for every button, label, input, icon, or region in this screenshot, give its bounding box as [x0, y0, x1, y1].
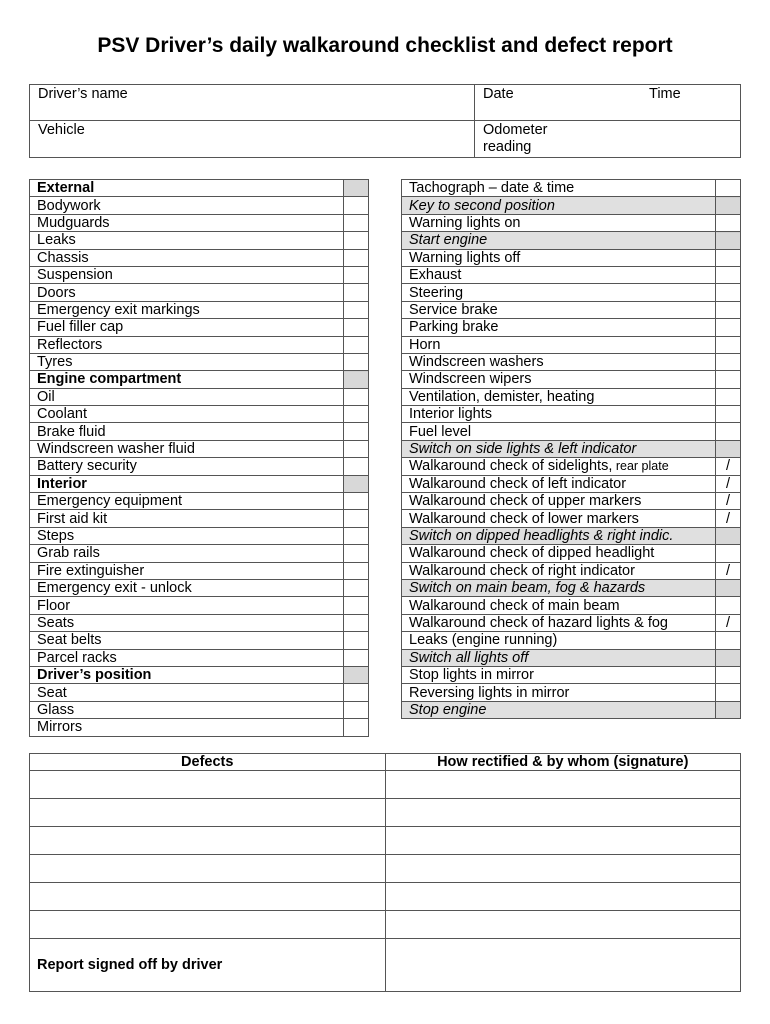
item-text-suffix: rear plate: [612, 459, 669, 474]
checklist-item-label: [30, 510, 344, 527]
defect-row: [30, 799, 741, 827]
checklist-row: [30, 336, 369, 353]
check-box[interactable]: [344, 701, 369, 718]
checklist-row: [402, 284, 741, 301]
checklist-item-label: [30, 232, 344, 249]
section-header: [30, 666, 344, 683]
item-text: Steering: [409, 284, 464, 301]
checklist-row: [402, 249, 741, 266]
item-text: Walkaround check of lower markers: [409, 510, 639, 527]
checklist-row: [402, 440, 741, 457]
checklist-row: [30, 423, 369, 440]
item-text: Emergency equipment: [37, 493, 183, 510]
checklist-item-label: [30, 632, 344, 649]
checklist-row: [30, 597, 369, 614]
item-text: Windscreen washer fluid: [37, 441, 195, 458]
slash-mark: /: [725, 562, 731, 579]
check-box[interactable]: [716, 493, 741, 510]
item-text: Grab rails: [37, 545, 100, 562]
check-box[interactable]: [344, 614, 369, 631]
check-box[interactable]: [344, 458, 369, 475]
checklist-row: [402, 319, 741, 336]
checklist-item-label: [30, 614, 344, 631]
defect-cell[interactable]: [30, 911, 386, 939]
check-box[interactable]: [344, 545, 369, 562]
checklist-item-label: [402, 562, 716, 579]
check-box[interactable]: [716, 423, 741, 440]
checklist-item-label: [402, 649, 716, 666]
rectified-cell[interactable]: [385, 883, 741, 911]
check-box[interactable]: [716, 458, 741, 475]
section-header: [30, 475, 344, 492]
check-box: [344, 666, 369, 683]
item-text: Service brake: [409, 301, 498, 318]
check-box: [344, 371, 369, 388]
check-box[interactable]: [344, 284, 369, 301]
checklist-row: [30, 388, 369, 405]
checklist-row: [30, 266, 369, 283]
item-text: Key to second position: [409, 197, 555, 214]
checklist-item-label: [30, 701, 344, 718]
check-box[interactable]: [716, 562, 741, 579]
item-text: Leaks: [37, 232, 76, 249]
checklist-row: [30, 475, 369, 492]
checklist-item-label: [402, 266, 716, 283]
check-box[interactable]: [716, 214, 741, 231]
item-text: Horn: [409, 336, 441, 353]
checklist-item-label: [30, 440, 344, 457]
defect-row: [30, 911, 741, 939]
checklist-item-label: [30, 597, 344, 614]
check-box: [716, 440, 741, 457]
item-text: Tyres: [37, 354, 73, 371]
check-box[interactable]: [344, 197, 369, 214]
checklist-row: [402, 527, 741, 544]
checklist-row: [30, 371, 369, 388]
defect-row: [30, 771, 741, 799]
checklist-item-label: [402, 388, 716, 405]
item-text: Suspension: [37, 267, 113, 284]
checklist-row: [30, 649, 369, 666]
checklist-item-label: [30, 545, 344, 562]
checklist-row: [402, 510, 741, 527]
checklist-item-label: [402, 232, 716, 249]
item-text: First aid kit: [37, 510, 108, 527]
item-text: Switch all lights off: [409, 649, 529, 666]
checklist-item-label: [402, 597, 716, 614]
check-box[interactable]: [344, 232, 369, 249]
check-box[interactable]: [344, 597, 369, 614]
item-text: Walkaround check of left indicator: [409, 475, 627, 492]
checklist-row: [30, 510, 369, 527]
defects-header: Defects: [30, 754, 386, 771]
checklist-item-label: [30, 423, 344, 440]
item-text: Stop lights in mirror: [409, 667, 534, 684]
item-text: Switch on main beam, fog & hazards: [409, 580, 646, 597]
check-box[interactable]: [716, 388, 741, 405]
rectified-cell[interactable]: [385, 799, 741, 827]
check-box[interactable]: [344, 632, 369, 649]
checklist-row: [30, 214, 369, 231]
signoff-signature-cell[interactable]: [385, 939, 741, 992]
checklist-item-label: [402, 353, 716, 370]
item-text: Windscreen wipers: [409, 371, 532, 388]
page-title: PSV Driver’s daily walkaround checklist and defect report: [97, 34, 673, 57]
checklist-item-label: [30, 388, 344, 405]
item-text: Emergency exit markings: [37, 301, 200, 318]
checklist-item-label: [402, 579, 716, 596]
item-text: Brake fluid: [37, 423, 106, 440]
checklist-row: [30, 458, 369, 475]
item-text: Walkaround check of sidelights,: [409, 458, 613, 475]
item-text: Leaks (engine running): [409, 632, 558, 649]
item-text: Seat: [37, 684, 67, 701]
checklist-row: [402, 597, 741, 614]
checklist-row: [402, 701, 741, 718]
slash-mark: /: [725, 510, 731, 527]
item-text: Fuel level: [409, 423, 472, 440]
check-box[interactable]: [344, 527, 369, 544]
defect-cell[interactable]: [30, 883, 386, 911]
checklist-row: [30, 180, 369, 197]
check-box[interactable]: [344, 319, 369, 336]
item-text: Mirrors: [37, 719, 83, 736]
check-box[interactable]: [716, 266, 741, 283]
section-header: [30, 180, 344, 197]
item-text: Walkaround check of main beam: [409, 597, 620, 614]
item-text: Oil: [37, 388, 55, 405]
item-text: Switch on dipped headlights & right indic.: [409, 528, 674, 544]
check-box[interactable]: [716, 632, 741, 649]
checklist-item-label: [30, 353, 344, 370]
check-box[interactable]: [344, 440, 369, 457]
checklist-row: [30, 197, 369, 214]
checklist-item-label: [30, 684, 344, 701]
item-text: Emergency exit - unlock: [37, 580, 192, 597]
checklist-item-label: [30, 319, 344, 336]
checklist-row: [30, 493, 369, 510]
rectified-cell[interactable]: [385, 827, 741, 855]
checklist-row: [402, 475, 741, 492]
item-text: Doors: [37, 284, 76, 301]
item-text: Seats: [37, 614, 75, 631]
check-box[interactable]: [344, 579, 369, 596]
drivers-name-label: Driver’s name: [38, 86, 128, 102]
right-checklist: [401, 179, 741, 719]
check-box[interactable]: [344, 353, 369, 370]
checklist-item-label: [402, 666, 716, 683]
check-box[interactable]: [344, 249, 369, 266]
section-header: [30, 371, 344, 388]
check-box: [716, 579, 741, 596]
check-box: [716, 197, 741, 214]
check-box[interactable]: [716, 336, 741, 353]
checklist-item-label: [30, 579, 344, 596]
check-box[interactable]: [344, 214, 369, 231]
date-label: Date: [483, 86, 514, 102]
checklist-row: [402, 388, 741, 405]
checklist-row: [402, 649, 741, 666]
checklist-item-label: [402, 440, 716, 457]
checklist-item-label: [30, 197, 344, 214]
checklist-item-label: [402, 423, 716, 440]
defect-row: [30, 883, 741, 911]
driver-info-table: [29, 84, 741, 158]
checklist-row: [402, 336, 741, 353]
item-text: Ventilation, demister, heating: [409, 388, 595, 405]
item-text: Parcel racks: [37, 649, 117, 666]
rectified-cell[interactable]: [385, 771, 741, 799]
check-box[interactable]: [716, 684, 741, 701]
checklist-item-label: [30, 458, 344, 475]
item-text: Fuel filler cap: [37, 319, 124, 336]
checklist-item-label: [402, 510, 716, 527]
check-box[interactable]: [716, 371, 741, 388]
item-text: Bodywork: [37, 197, 101, 214]
check-box[interactable]: [716, 249, 741, 266]
checklist-item-label: [402, 336, 716, 353]
item-text: Interior lights: [409, 406, 493, 423]
checklist-row: [402, 666, 741, 683]
checklist-item-label: [402, 527, 716, 544]
checklist-row: [402, 579, 741, 596]
checklist-row: [30, 232, 369, 249]
checklist-row: [402, 371, 741, 388]
item-text: Seat belts: [37, 632, 102, 649]
check-box[interactable]: [344, 266, 369, 283]
checklist-item-label: [402, 214, 716, 231]
checklist-item-label: [30, 406, 344, 423]
checklist-row: [402, 301, 741, 318]
defect-cell[interactable]: [30, 799, 386, 827]
check-box: [344, 475, 369, 492]
checklist-row: [30, 527, 369, 544]
slash-mark: /: [725, 475, 731, 492]
checklist-item-label: [30, 301, 344, 318]
checklist-row: [402, 562, 741, 579]
checklist-row: [30, 249, 369, 266]
item-text: External: [37, 180, 95, 197]
checklist-row: [30, 284, 369, 301]
checklist-row: [402, 232, 741, 249]
item-text: Interior: [37, 475, 87, 492]
check-box: [716, 527, 741, 544]
check-box[interactable]: [344, 388, 369, 405]
checklist-row: [402, 632, 741, 649]
item-text: Mudguards: [37, 214, 110, 231]
rectified-cell[interactable]: [385, 855, 741, 883]
check-box[interactable]: [344, 406, 369, 423]
checklist-item-label: [402, 632, 716, 649]
checklist-row: [402, 458, 741, 475]
checklist-item-label: [402, 180, 716, 197]
check-box[interactable]: [344, 649, 369, 666]
item-text: Warning lights on: [409, 214, 521, 231]
odometer-field[interactable]: [475, 121, 741, 158]
checklist-row: [30, 440, 369, 457]
checklist-item-label: [402, 458, 716, 475]
checklist-item-label: [402, 284, 716, 301]
checklist-row: [30, 614, 369, 631]
checklist-item-label: [30, 562, 344, 579]
check-box[interactable]: [716, 319, 741, 336]
vehicle-field[interactable]: [30, 121, 475, 158]
checklist-row: [402, 214, 741, 231]
check-box[interactable]: [344, 301, 369, 318]
checklist-row: [30, 701, 369, 718]
checklist-row: [402, 423, 741, 440]
check-box[interactable]: [716, 406, 741, 423]
checklist-item-label: [402, 545, 716, 562]
item-text: Glass: [37, 701, 75, 718]
defect-cell[interactable]: [30, 771, 386, 799]
item-text: Tachograph – date & time: [409, 180, 575, 197]
item-text: Reflectors: [37, 336, 103, 353]
item-text: Coolant: [37, 406, 87, 423]
checklist-item-label: [402, 301, 716, 318]
checklist-item-label: [30, 284, 344, 301]
checklist-row: [402, 684, 741, 701]
check-box[interactable]: [344, 510, 369, 527]
check-box: [716, 701, 741, 718]
item-text: Switch on side lights & left indicator: [409, 441, 637, 458]
check-box[interactable]: [344, 684, 369, 701]
signoff-label: Report signed off by driver: [30, 939, 386, 992]
checklist-row: [30, 406, 369, 423]
checklist-item-label: [402, 249, 716, 266]
checklist-row: [402, 614, 741, 631]
defects-table: [29, 753, 741, 992]
checklist-row: [402, 406, 741, 423]
item-text: Warning lights off: [409, 249, 521, 266]
checklist-row: [30, 353, 369, 370]
signoff-row: [30, 939, 741, 992]
item-text: Start engine: [409, 232, 488, 249]
item-text: Walkaround check of right indicator: [409, 562, 635, 579]
checklist-row: [30, 666, 369, 683]
checklist-row: [402, 353, 741, 370]
item-text: Windscreen washers: [409, 354, 544, 371]
drivers-name-field[interactable]: [30, 85, 475, 121]
check-box[interactable]: [344, 719, 369, 736]
checklist-item-label: [30, 493, 344, 510]
check-box[interactable]: [716, 614, 741, 631]
checklist-row: [30, 579, 369, 596]
item-text: Driver’s position: [37, 667, 152, 684]
check-box[interactable]: [716, 301, 741, 318]
item-text: Fire extinguisher: [37, 562, 145, 579]
checklist-row: [402, 545, 741, 562]
check-box[interactable]: [716, 545, 741, 562]
check-box: [716, 649, 741, 666]
check-box[interactable]: [716, 180, 741, 197]
checklist-item-label: [30, 266, 344, 283]
item-text: Walkaround check of dipped headlight: [409, 545, 655, 562]
check-box[interactable]: [344, 493, 369, 510]
defect-row: [30, 855, 741, 883]
checklist-row: [30, 632, 369, 649]
rectified-header: How rectified & by whom (signature): [385, 754, 741, 771]
item-text: Chassis: [37, 249, 89, 266]
item-text: Steps: [37, 528, 75, 544]
check-box[interactable]: [716, 475, 741, 492]
left-checklist: [29, 179, 369, 737]
item-text: Parking brake: [409, 319, 499, 336]
check-box: [716, 232, 741, 249]
item-text: Stop engine: [409, 701, 487, 718]
checklist-item-label: [30, 527, 344, 544]
checklist-item-label: [402, 684, 716, 701]
check-box[interactable]: [344, 562, 369, 579]
checklist-item-label: [402, 475, 716, 492]
check-box[interactable]: [716, 353, 741, 370]
checklist-row: [30, 562, 369, 579]
checklist-row: [30, 545, 369, 562]
defect-row: [30, 827, 741, 855]
item-text: Floor: [37, 597, 71, 614]
checklist-row: [402, 180, 741, 197]
checklist-item-label: [30, 214, 344, 231]
checklist-row: [402, 266, 741, 283]
checklist-item-label: [30, 649, 344, 666]
date-time-field[interactable]: [475, 85, 741, 121]
checklist-item-label: [30, 719, 344, 736]
odometer-label: Odometer: [483, 122, 548, 138]
check-box: [344, 180, 369, 197]
check-box[interactable]: [716, 284, 741, 301]
checklist-item-label: [402, 371, 716, 388]
checklist-item-label: [402, 319, 716, 336]
slash-mark: /: [725, 614, 731, 631]
checklist-item-label: [402, 493, 716, 510]
vehicle-label: Vehicle: [38, 122, 85, 138]
checklist-row: [402, 493, 741, 510]
checklist-item-label: [30, 249, 344, 266]
checklist-item-label: [30, 336, 344, 353]
checklist-item-label: [402, 614, 716, 631]
odometer-reading-label: reading: [483, 139, 532, 155]
check-box[interactable]: [344, 336, 369, 353]
item-text: Reversing lights in mirror: [409, 684, 570, 701]
checklist-row: [30, 719, 369, 736]
checklist-row: [402, 197, 741, 214]
checklist-row: [30, 684, 369, 701]
checklist-row: [30, 301, 369, 318]
checklist-item-label: [402, 701, 716, 718]
slash-mark: /: [725, 493, 731, 510]
check-box[interactable]: [716, 597, 741, 614]
checklist-item-label: [402, 197, 716, 214]
defect-cell[interactable]: [30, 827, 386, 855]
item-text: Walkaround check of hazard lights & fog: [409, 614, 668, 631]
slash-mark: /: [725, 458, 731, 475]
checklist-row: [30, 319, 369, 336]
check-box[interactable]: [344, 423, 369, 440]
item-text: Engine compartment: [37, 371, 182, 388]
item-text: Battery security: [37, 458, 137, 475]
checklist-item-label: [402, 406, 716, 423]
item-text: Exhaust: [409, 267, 462, 284]
check-box[interactable]: [716, 510, 741, 527]
item-text: Walkaround check of upper markers: [409, 493, 642, 510]
time-label: Time: [649, 86, 681, 102]
defect-cell[interactable]: [30, 855, 386, 883]
check-box[interactable]: [716, 666, 741, 683]
rectified-cell[interactable]: [385, 911, 741, 939]
